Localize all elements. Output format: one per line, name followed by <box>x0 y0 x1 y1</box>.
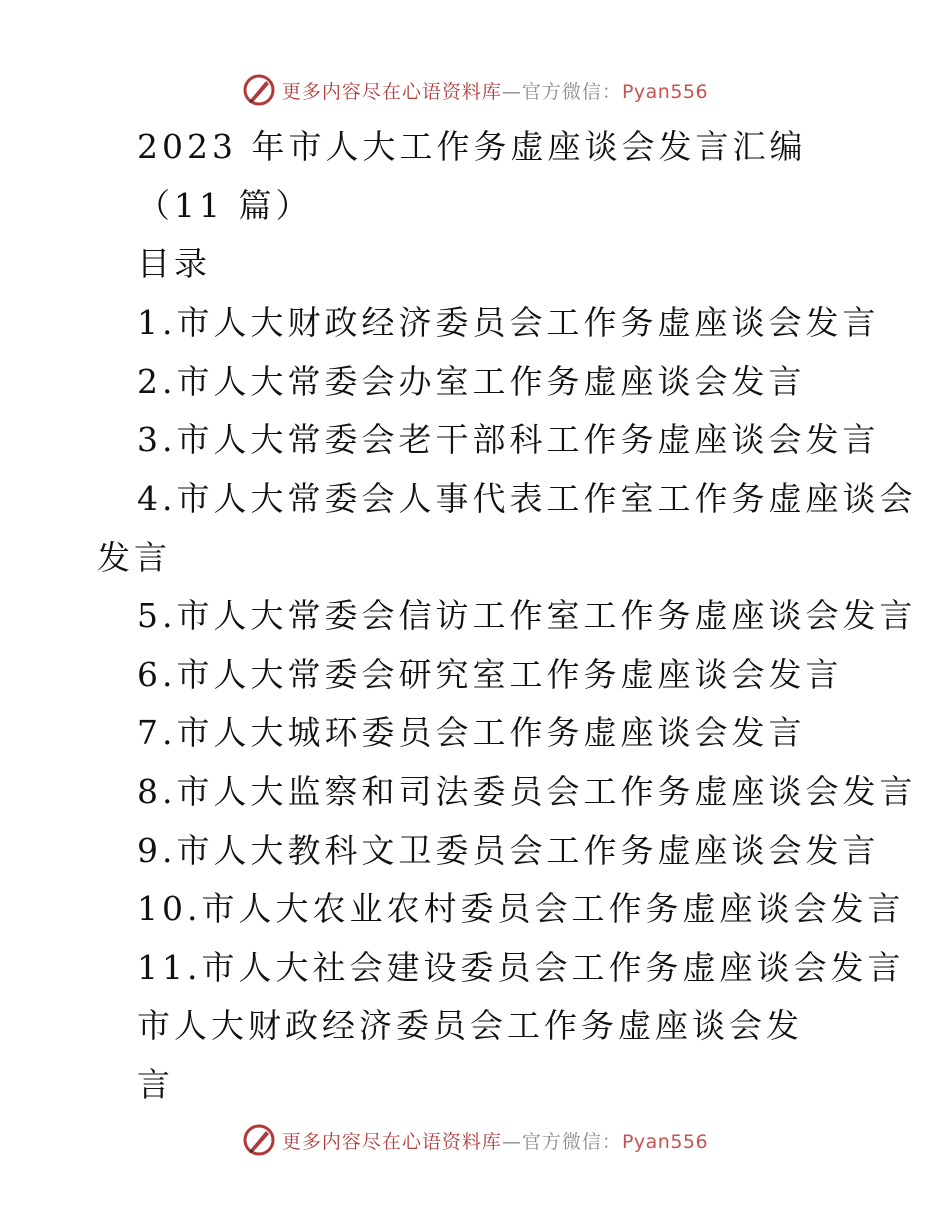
watermark-official: 官方微信： <box>521 80 622 103</box>
watermark-brand: 更多内容尽在心语资料库 <box>281 1130 502 1153</box>
watermark-text <box>282 1127 708 1154</box>
quill-logo-icon <box>242 73 276 107</box>
document-count: （11 篇） <box>137 186 313 225</box>
quill-logo-icon <box>242 1123 276 1157</box>
toc-item: 4.市人大常委会人事代表工作室工作务虚座谈会 <box>137 479 917 518</box>
section-heading-continuation: 言 <box>137 1065 174 1104</box>
toc-item: 1.市人大财政经济委员会工作务虚座谈会发言 <box>137 303 880 342</box>
watermark-wechat: Pyan556 <box>621 1130 709 1153</box>
toc-item: 2.市人大常委会办室工作务虚座谈会发言 <box>137 362 806 401</box>
toc-item: 11.市人大社会建设委员会工作务虚座谈会发言 <box>137 948 905 987</box>
watermark-dash: — <box>501 80 522 103</box>
document-title: 2023 年市人大工作务虚座谈会发言汇编 <box>137 127 807 166</box>
toc-item: 3.市人大常委会老干部科工作务虚座谈会发言 <box>137 420 880 459</box>
watermark-dash: — <box>501 1130 522 1153</box>
watermark-brand: 更多内容尽在心语资料库 <box>281 80 502 103</box>
toc-item: 7.市人大城环委员会工作务虚座谈会发言 <box>137 713 806 752</box>
toc-item: 6.市人大常委会研究室工作务虚座谈会发言 <box>137 655 843 694</box>
toc-item: 9.市人大教科文卫委员会工作务虚座谈会发言 <box>137 831 880 870</box>
watermark-wechat: Pyan556 <box>621 80 709 103</box>
toc-heading: 目录 <box>137 244 211 283</box>
toc-item-continuation: 发言 <box>97 538 171 577</box>
watermark-text <box>282 77 708 104</box>
toc-item: 10.市人大农业农村委员会工作务虚座谈会发言 <box>137 889 905 928</box>
watermark-official: 官方微信： <box>521 1130 622 1153</box>
toc-item: 5.市人大常委会信访工作室工作务虚座谈会发言 <box>137 596 917 635</box>
section-heading: 市人大财政经济委员会工作务虚座谈会发 <box>137 1006 803 1045</box>
footer-watermark <box>0 1120 950 1160</box>
header-watermark <box>0 70 950 110</box>
toc-item: 8.市人大监察和司法委员会工作务虚座谈会发言 <box>137 772 917 811</box>
